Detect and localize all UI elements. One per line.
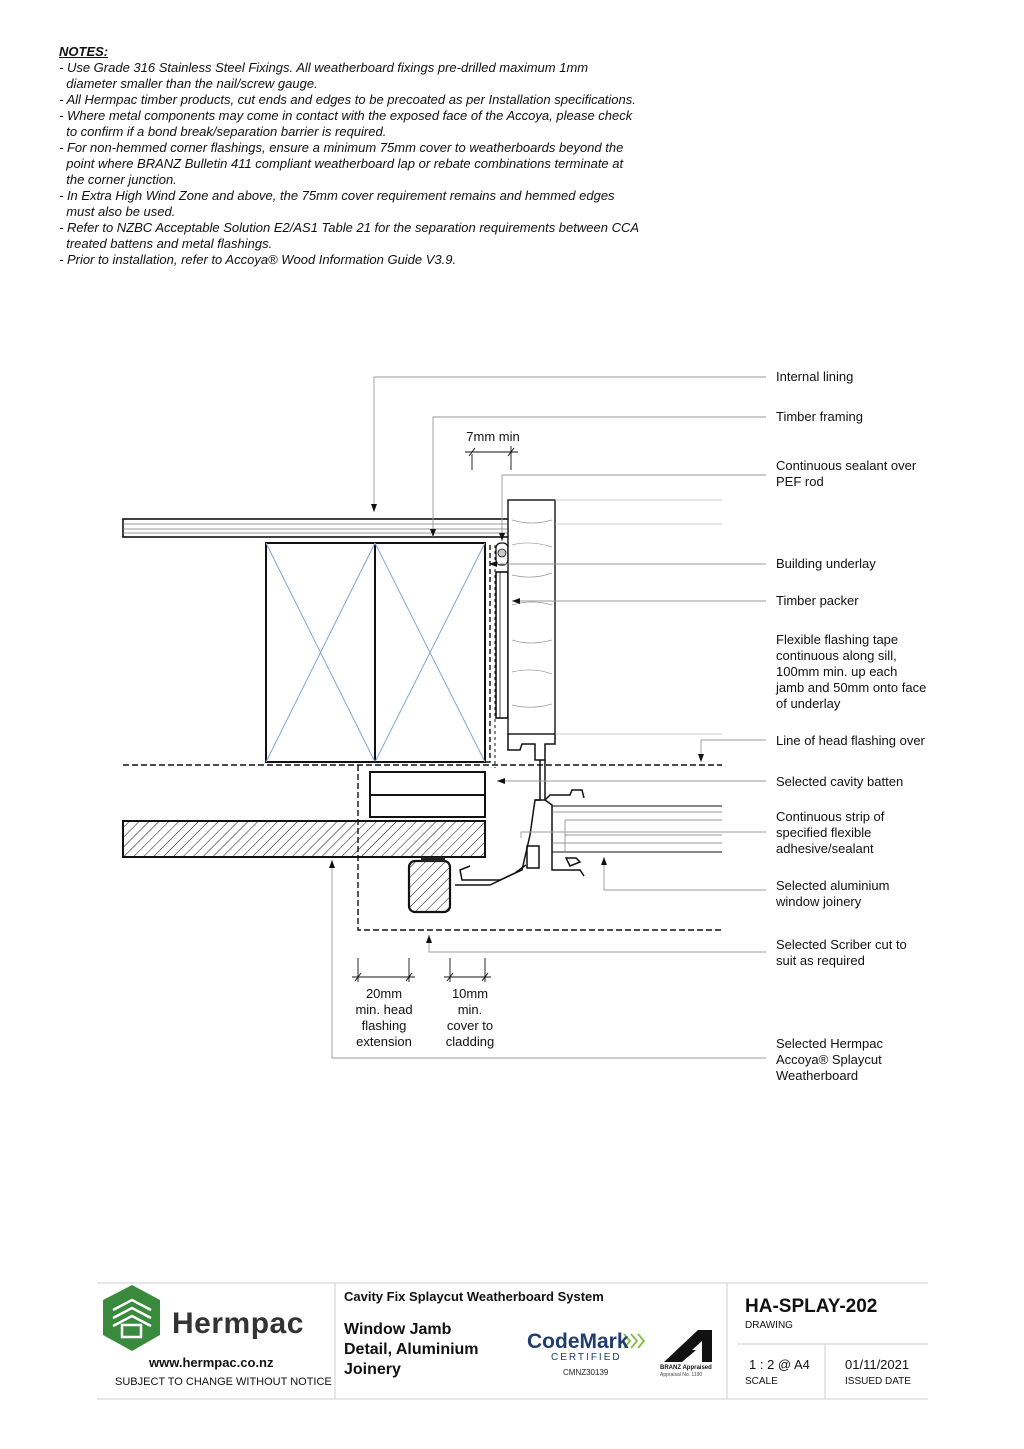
label-line: PEF rod (776, 474, 824, 489)
label-timber-framing (776, 409, 863, 425)
label-scriber (776, 937, 907, 969)
note-line: - Where metal components may come in contact with the exposed face of the Accoya, please check (59, 108, 633, 123)
timber-framing (266, 543, 485, 762)
note-line: to confirm if a bond break/separation barrier is required. (59, 124, 387, 139)
hermpac-logo-icon (103, 1285, 160, 1351)
note-line: treated battens and metal flashings. (59, 236, 273, 251)
label-line: Selected Scriber cut to (776, 937, 907, 952)
website-link[interactable]: www.hermpac.co.nz (149, 1355, 274, 1370)
dim-text: min. (457, 1002, 483, 1017)
branz-logo-icon (664, 1330, 712, 1362)
label-line: suit as required (776, 953, 865, 968)
dim-text: min. head (355, 1002, 413, 1017)
label-line: Timber packer (776, 593, 859, 608)
window-reveal-liner (508, 500, 722, 734)
dim-text: 7mm min (466, 429, 520, 444)
notice-text: SUBJECT TO CHANGE WITHOUT NOTICE (115, 1376, 332, 1388)
label-line: Timber framing (776, 409, 863, 424)
scale-label: SCALE (745, 1376, 778, 1387)
scale-value: 1 : 2 @ A4 (749, 1357, 810, 1372)
note-line: - All Hermpac timber products, cut ends and edges to be precoated as per Installation specifications. (59, 92, 636, 107)
label-line: continuous along sill, (776, 648, 897, 663)
label-packer (776, 593, 859, 609)
label-line: Building underlay (776, 556, 876, 571)
drawing-label: DRAWING (745, 1320, 793, 1331)
label-line: Weatherboard (776, 1068, 859, 1083)
label-line: Line of head flashing over (776, 733, 925, 748)
note-line: - Prior to installation, refer to Accoya® Wood Information Guide V3.9. (59, 252, 457, 267)
label-line: 100mm min. up each (776, 664, 898, 679)
codemark-cert-number: CMNZ30139 (563, 1368, 609, 1377)
drawing-number: HA-SPLAY-202 (745, 1296, 878, 1317)
label-underlay (776, 556, 876, 572)
note-line: - For non-hemmed corner flashings, ensure a minimum 75mm cover to weatherboards beyond the (59, 140, 624, 155)
codemark-certified: CERTIFIED (551, 1352, 622, 1363)
system-title: Cavity Fix Splaycut Weatherboard System (344, 1289, 604, 1304)
label-line: of underlay (776, 696, 841, 711)
label-line: Selected cavity batten (776, 774, 904, 789)
dimension-20mm (352, 958, 415, 982)
sealant-bead (496, 543, 508, 565)
dim-7mm-label (455, 429, 531, 445)
label-line: Selected aluminium (776, 878, 890, 893)
cavity-batten (370, 772, 485, 817)
description-line: Joinery (344, 1361, 401, 1378)
label-line: Internal lining (776, 369, 854, 384)
issued-date: 01/11/2021 (845, 1357, 910, 1372)
weatherboard-section (123, 821, 485, 857)
note-line: - Use Grade 316 Stainless Steel Fixings. All weatherboard fixings pre-drilled maximum 1mm (59, 60, 589, 75)
label-cavity-batten (776, 774, 903, 790)
dim-20mm-label (344, 986, 424, 1050)
label-internal-lining (776, 369, 853, 385)
note-line: the corner junction. (59, 172, 177, 187)
label-line: Selected Hermpac (776, 1036, 883, 1051)
note-line: must also be used. (59, 204, 176, 219)
drawing-description (344, 1320, 479, 1380)
label-weatherboard (776, 1036, 883, 1084)
branz-appraisal-number: Appraisal No. 1190 (660, 1372, 703, 1378)
dim-text: 20mm (365, 986, 403, 1001)
glazing-unit (552, 806, 722, 852)
branz-text: BRANZ Appraised (660, 1365, 712, 1371)
label-line: specified flexible (776, 825, 872, 840)
dim-10mm-label (430, 986, 510, 1050)
dimension-7mm (465, 446, 518, 470)
scriber (409, 857, 450, 912)
dimension-10mm (444, 958, 491, 982)
notes-title: NOTES: (59, 44, 109, 59)
note-line: - In Extra High Wind Zone and above, the 75mm cover requirement remains and hemmed edges (59, 188, 615, 203)
timber-packer (496, 572, 508, 718)
note-line: diameter smaller than the nail/screw gauge. (59, 76, 318, 91)
label-flashing-tape (776, 632, 926, 712)
internal-lining (123, 519, 526, 537)
label-line: Flexible flashing tape (776, 632, 899, 647)
dim-text: cover to (446, 1018, 494, 1033)
note-line: - Refer to NZBC Acceptable Solution E2/AS1 Table 21 for the separation requirements between CCA (59, 220, 640, 235)
label-head-flashing (776, 733, 925, 749)
dim-text: flashing (361, 1018, 407, 1033)
label-line: adhesive/sealant (776, 841, 874, 856)
label-line: jamb and 50mm onto face (776, 680, 927, 695)
label-line: Accoya® Splaycut (776, 1052, 882, 1067)
label-adhesive-strip (776, 809, 884, 857)
dim-text: cladding (445, 1034, 495, 1049)
label-joinery (776, 878, 889, 910)
note-line: point where BRANZ Bulletin 411 compliant weatherboard lap or rebate combinations terminate at (59, 156, 624, 171)
description-line: Detail, Aluminium (344, 1341, 479, 1358)
label-line: Continuous sealant over (776, 458, 917, 473)
description-line: Window Jamb (344, 1321, 452, 1338)
codemark-logo: CodeMark (527, 1330, 629, 1353)
label-line: Continuous strip of (776, 809, 885, 824)
issued-date-label: ISSUED DATE (845, 1376, 911, 1387)
label-line: window joinery (776, 894, 862, 909)
label-sealant (776, 458, 916, 490)
brand-name: Hermpac (172, 1307, 304, 1340)
dim-text: extension (356, 1034, 412, 1049)
dim-text: 10mm (451, 986, 489, 1001)
